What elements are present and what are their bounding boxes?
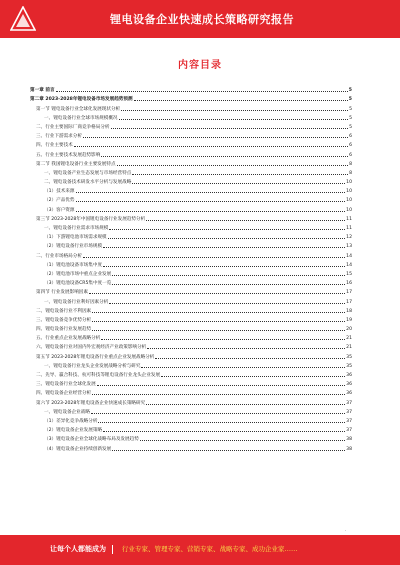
toc-entry-label: 三、锂电设备竞争优势分析 — [36, 317, 92, 323]
toc-entry-label: 第五节 2023-2028年锂电设备行业重点企业发展战略分析 — [36, 354, 155, 360]
toc-entry-page: 5 — [348, 88, 352, 94]
toc-entry-label: 第一章 前言 — [30, 88, 55, 94]
toc-entry-label: 一、锂电设备行业龙头企业发展战略分析与研究 — [44, 363, 141, 369]
toc-entry-page: 5 — [349, 106, 352, 112]
toc-leader-dots — [92, 321, 345, 322]
toc-leader-dots — [147, 348, 345, 349]
toc-entry[interactable] — [30, 240, 352, 249]
toc-entry-page: 8 — [349, 170, 352, 176]
toc-leader-dots — [76, 201, 346, 202]
toc-entry-label: 第三节 2023-2028年中国锂电设备行业发展趋势分析 — [36, 216, 146, 222]
toc-entry-page: 5 — [349, 124, 352, 130]
toc-entry-page: 15 — [346, 271, 352, 277]
toc-leader-dots — [161, 376, 345, 377]
toc-entry[interactable] — [30, 341, 352, 350]
toc-entry-page: 6 — [349, 134, 352, 140]
toc-entry-page: 21 — [346, 345, 352, 351]
footer-band — [0, 535, 400, 565]
toc-entry-label: 四、锂电设备企业经营分析 — [36, 391, 92, 397]
toc-entry-page: 13 — [346, 244, 352, 250]
toc-entry-label: 一、锂电设备行业需求市场规模 — [44, 226, 109, 231]
toc-entry-label: （3）锂电池设备CR5集中度一览 — [44, 281, 112, 287]
report-title: 锂电设备企业快速成长策略研究报告 — [110, 13, 294, 26]
toc-entry-label: （1）技术来源 — [44, 189, 75, 195]
toc-entry-label: 二、行业市场格局分析 — [36, 253, 82, 259]
toc-entry-page: 5 — [349, 115, 352, 121]
toc-leader-dots — [101, 339, 345, 340]
toc-entry-page: 35 — [346, 354, 352, 360]
toc-entry-page: 10 — [346, 198, 352, 204]
toc-entry-label: 第六节 2023-2028年锂电设备企业快速成长策略研究 — [36, 400, 146, 406]
toc-entry[interactable] — [30, 102, 352, 111]
toc-entry-label: （2）产品优势 — [44, 198, 75, 204]
toc-entry[interactable] — [30, 277, 352, 286]
toc-entry[interactable] — [30, 185, 352, 194]
toc-entry-label: （4）锂电设备企业持续创新发展 — [44, 446, 112, 452]
toc-entry-page: 6 — [349, 143, 352, 149]
table-of-contents — [30, 84, 352, 452]
toc-entry-label: 六、锂电设备行业对国内外宏观经济产业政策影响分析 — [36, 345, 147, 351]
toc-leader-dots — [83, 257, 345, 258]
toc-entry[interactable] — [30, 93, 352, 102]
toc-entry-label: 三、行业下游需求分析 — [36, 134, 82, 140]
toc-entry-page: 11 — [346, 226, 352, 231]
toc-entry-page: 6 — [349, 152, 352, 158]
toc-leader-dots — [111, 128, 349, 129]
toc-entry-label: （1）锂电池设备市场集中度 — [44, 262, 103, 268]
toc-entry-page: 19 — [346, 317, 352, 323]
toc-entry-page: 37 — [346, 428, 352, 434]
toc-entry-page: 36 — [346, 373, 352, 378]
toc-entry[interactable] — [30, 396, 352, 405]
toc-entry-label: 第二章 2023-2028年锂电设备市场发展趋势预测 — [30, 97, 133, 103]
toc-entry[interactable] — [30, 406, 352, 415]
toc-leader-dots — [112, 450, 345, 451]
toc-entry[interactable] — [30, 176, 352, 185]
toc-entry[interactable] — [30, 350, 352, 359]
toc-entry-page: 37 — [346, 418, 352, 424]
toc-entry-page: 36 — [346, 391, 352, 397]
footer-slogan: 让每个人都能成为 — [50, 545, 106, 553]
toc-entry-page: 5 — [348, 97, 352, 103]
toc-entry-page: 21 — [346, 336, 352, 342]
toc-entry-label: 一、锂电设备产业生态发展与市场经营特点 — [44, 170, 132, 176]
toc-entry-label: （1）差异化竞争战略分析 — [44, 418, 98, 424]
toc-entry[interactable] — [30, 332, 352, 341]
footer-divider — [112, 545, 113, 554]
toc-entry-label: （2）锂电池市场中重点企业发展 — [44, 271, 112, 277]
toc-entry-page: 10 — [346, 189, 352, 195]
toc-leader-dots — [141, 367, 345, 368]
toc-leader-dots — [155, 358, 345, 359]
toc-entry[interactable] — [30, 360, 352, 369]
toc-entry-page: 14 — [346, 253, 352, 259]
toc-leader-dots — [119, 119, 349, 120]
toc-entry-page: 37 — [346, 409, 352, 415]
toc-leader-dots — [91, 413, 345, 414]
toc-entry-label: 第二节 我国锂电设备行业主要发展特点 — [36, 161, 116, 167]
toc-entry[interactable] — [30, 259, 352, 268]
toc-entry[interactable] — [30, 378, 352, 387]
toc-entry-page: 17 — [346, 299, 352, 305]
toc-entry[interactable] — [30, 213, 352, 222]
toc-entry-page: 8 — [349, 161, 352, 167]
toc-entry[interactable] — [30, 84, 352, 93]
toc-entry[interactable] — [30, 295, 352, 304]
toc-entry-page: 20 — [346, 327, 352, 333]
toc-entry-page: 37 — [346, 400, 352, 406]
toc-leader-dots — [146, 220, 345, 221]
toc-entry-label: 第四节 行业发展影响因素 — [36, 290, 88, 296]
toc-leader-dots — [76, 211, 346, 212]
toc-leader-dots — [56, 91, 348, 92]
toc-entry-page: 10 — [346, 207, 352, 213]
toc-entry[interactable] — [30, 268, 352, 277]
toc-entry-page: 38 — [346, 437, 352, 443]
toc-entry[interactable] — [30, 167, 352, 176]
toc-entry[interactable] — [30, 286, 352, 295]
toc-entry[interactable] — [30, 369, 352, 378]
toc-leader-dots — [92, 330, 345, 331]
toc-entry[interactable] — [30, 424, 352, 433]
toc-leader-dots — [92, 394, 345, 395]
toc-entry-label: 一、锂电设备企业战略 — [44, 409, 90, 415]
toc-leader-dots — [112, 284, 345, 285]
toc-entry-label: 一、锂电设备行业利好因素分析 — [44, 299, 109, 305]
toc-entry-page: 17 — [346, 290, 352, 296]
toc-leader-dots — [103, 266, 345, 267]
toc-heading: 内容目录 — [178, 60, 222, 71]
toc-entry-label: 四、锂电设备行业发展趋势 — [36, 327, 92, 333]
toc-entry-page: 36 — [346, 382, 352, 388]
toc-leader-dots — [109, 303, 345, 304]
toc-entry-label: （3）客户资源 — [44, 207, 75, 213]
toc-entry[interactable] — [30, 139, 352, 148]
page-marker: · — [345, 528, 347, 533]
toc-leader-dots — [121, 110, 348, 111]
toc-entry[interactable] — [30, 442, 352, 451]
toc-entry[interactable] — [30, 203, 352, 212]
toc-leader-dots — [76, 192, 346, 193]
toc-leader-dots — [97, 385, 345, 386]
toc-entry-label: 一、锂电设备行业全球市场规模概况 — [44, 115, 118, 121]
toc-leader-dots — [132, 183, 345, 184]
toc-leader-dots — [98, 422, 345, 423]
toc-leader-dots — [103, 247, 345, 248]
toc-leader-dots — [74, 146, 348, 147]
toc-entry-page: 11 — [346, 216, 352, 222]
logo-icon — [10, 6, 36, 32]
toc-entry-page: 14 — [346, 262, 352, 268]
toc-leader-dots — [140, 440, 345, 441]
toc-entry-page: 18 — [346, 308, 352, 314]
toc-entry-label: （2）锂电设备企业发展策略 — [44, 428, 103, 434]
toc-leader-dots — [132, 174, 348, 175]
toc-entry-label: 二、锂电设备行业不利因素 — [36, 308, 92, 314]
toc-entry-label: 第一节 锂电设备行业全球化发展现状分析 — [36, 106, 121, 112]
toc-entry-label: （2）锂电设备行业市场规模 — [44, 244, 103, 250]
toc-entry[interactable] — [30, 222, 352, 231]
toc-entry[interactable] — [30, 130, 352, 139]
toc-entry[interactable] — [30, 387, 352, 396]
footer-tagline: 行业专家、管理专家、营销专家、战略专家、成功企业家…… — [122, 545, 298, 553]
toc-entry[interactable] — [30, 121, 352, 130]
toc-leader-dots — [103, 431, 345, 432]
toc-entry[interactable] — [30, 249, 352, 258]
toc-entry-page: 10 — [346, 180, 352, 186]
toc-entry[interactable] — [30, 112, 352, 121]
toc-entry-label: 五、行业重点企业发展战略分析 — [36, 336, 101, 342]
toc-leader-dots — [134, 100, 348, 101]
toc-leader-dots — [117, 165, 349, 166]
toc-entry-label: 三、锂电设备行业全球化发展 — [36, 382, 96, 388]
toc-entry[interactable] — [30, 415, 352, 424]
toc-entry-page: 12 — [346, 235, 352, 241]
toc-entry[interactable] — [30, 194, 352, 203]
toc-entry[interactable] — [30, 305, 352, 314]
toc-entry-label: 二、先导、赢合科技、杭可科技等锂电设备行业龙头企业发展 — [36, 373, 161, 378]
toc-leader-dots — [146, 404, 345, 405]
toc-leader-dots — [108, 238, 345, 239]
toc-leader-dots — [83, 137, 348, 138]
toc-entry[interactable] — [30, 314, 352, 323]
header-band — [0, 0, 400, 38]
toc-leader-dots — [89, 293, 345, 294]
toc-leader-dots — [101, 156, 348, 157]
toc-entry[interactable] — [30, 148, 352, 157]
toc-entry-page: 38 — [346, 446, 352, 452]
toc-entry-page: 35 — [346, 363, 352, 369]
toc-entry-label: 四、行业主要技术 — [36, 143, 73, 149]
toc-entry-label: 五、行业主要技术发展趋势影响 — [36, 152, 101, 158]
toc-leader-dots — [112, 275, 345, 276]
toc-entry[interactable] — [30, 158, 352, 167]
toc-entry-label: （3）锂电设备企业全球化战略布局及发展趋势 — [44, 437, 139, 443]
toc-entry[interactable] — [30, 433, 352, 442]
toc-entry-page: 16 — [346, 281, 352, 287]
toc-entry-label: 二、行业主要国际厂商竞争格局分析 — [36, 124, 110, 130]
toc-entry-label: （1）下游锂电池市场需求规模 — [44, 235, 107, 241]
toc-entry[interactable] — [30, 323, 352, 332]
toc-leader-dots — [92, 312, 345, 313]
toc-entry[interactable] — [30, 231, 352, 240]
toc-leader-dots — [109, 229, 345, 230]
toc-entry-label: 二、锂电设备技术研发水平分析与发展战略 — [44, 180, 132, 186]
